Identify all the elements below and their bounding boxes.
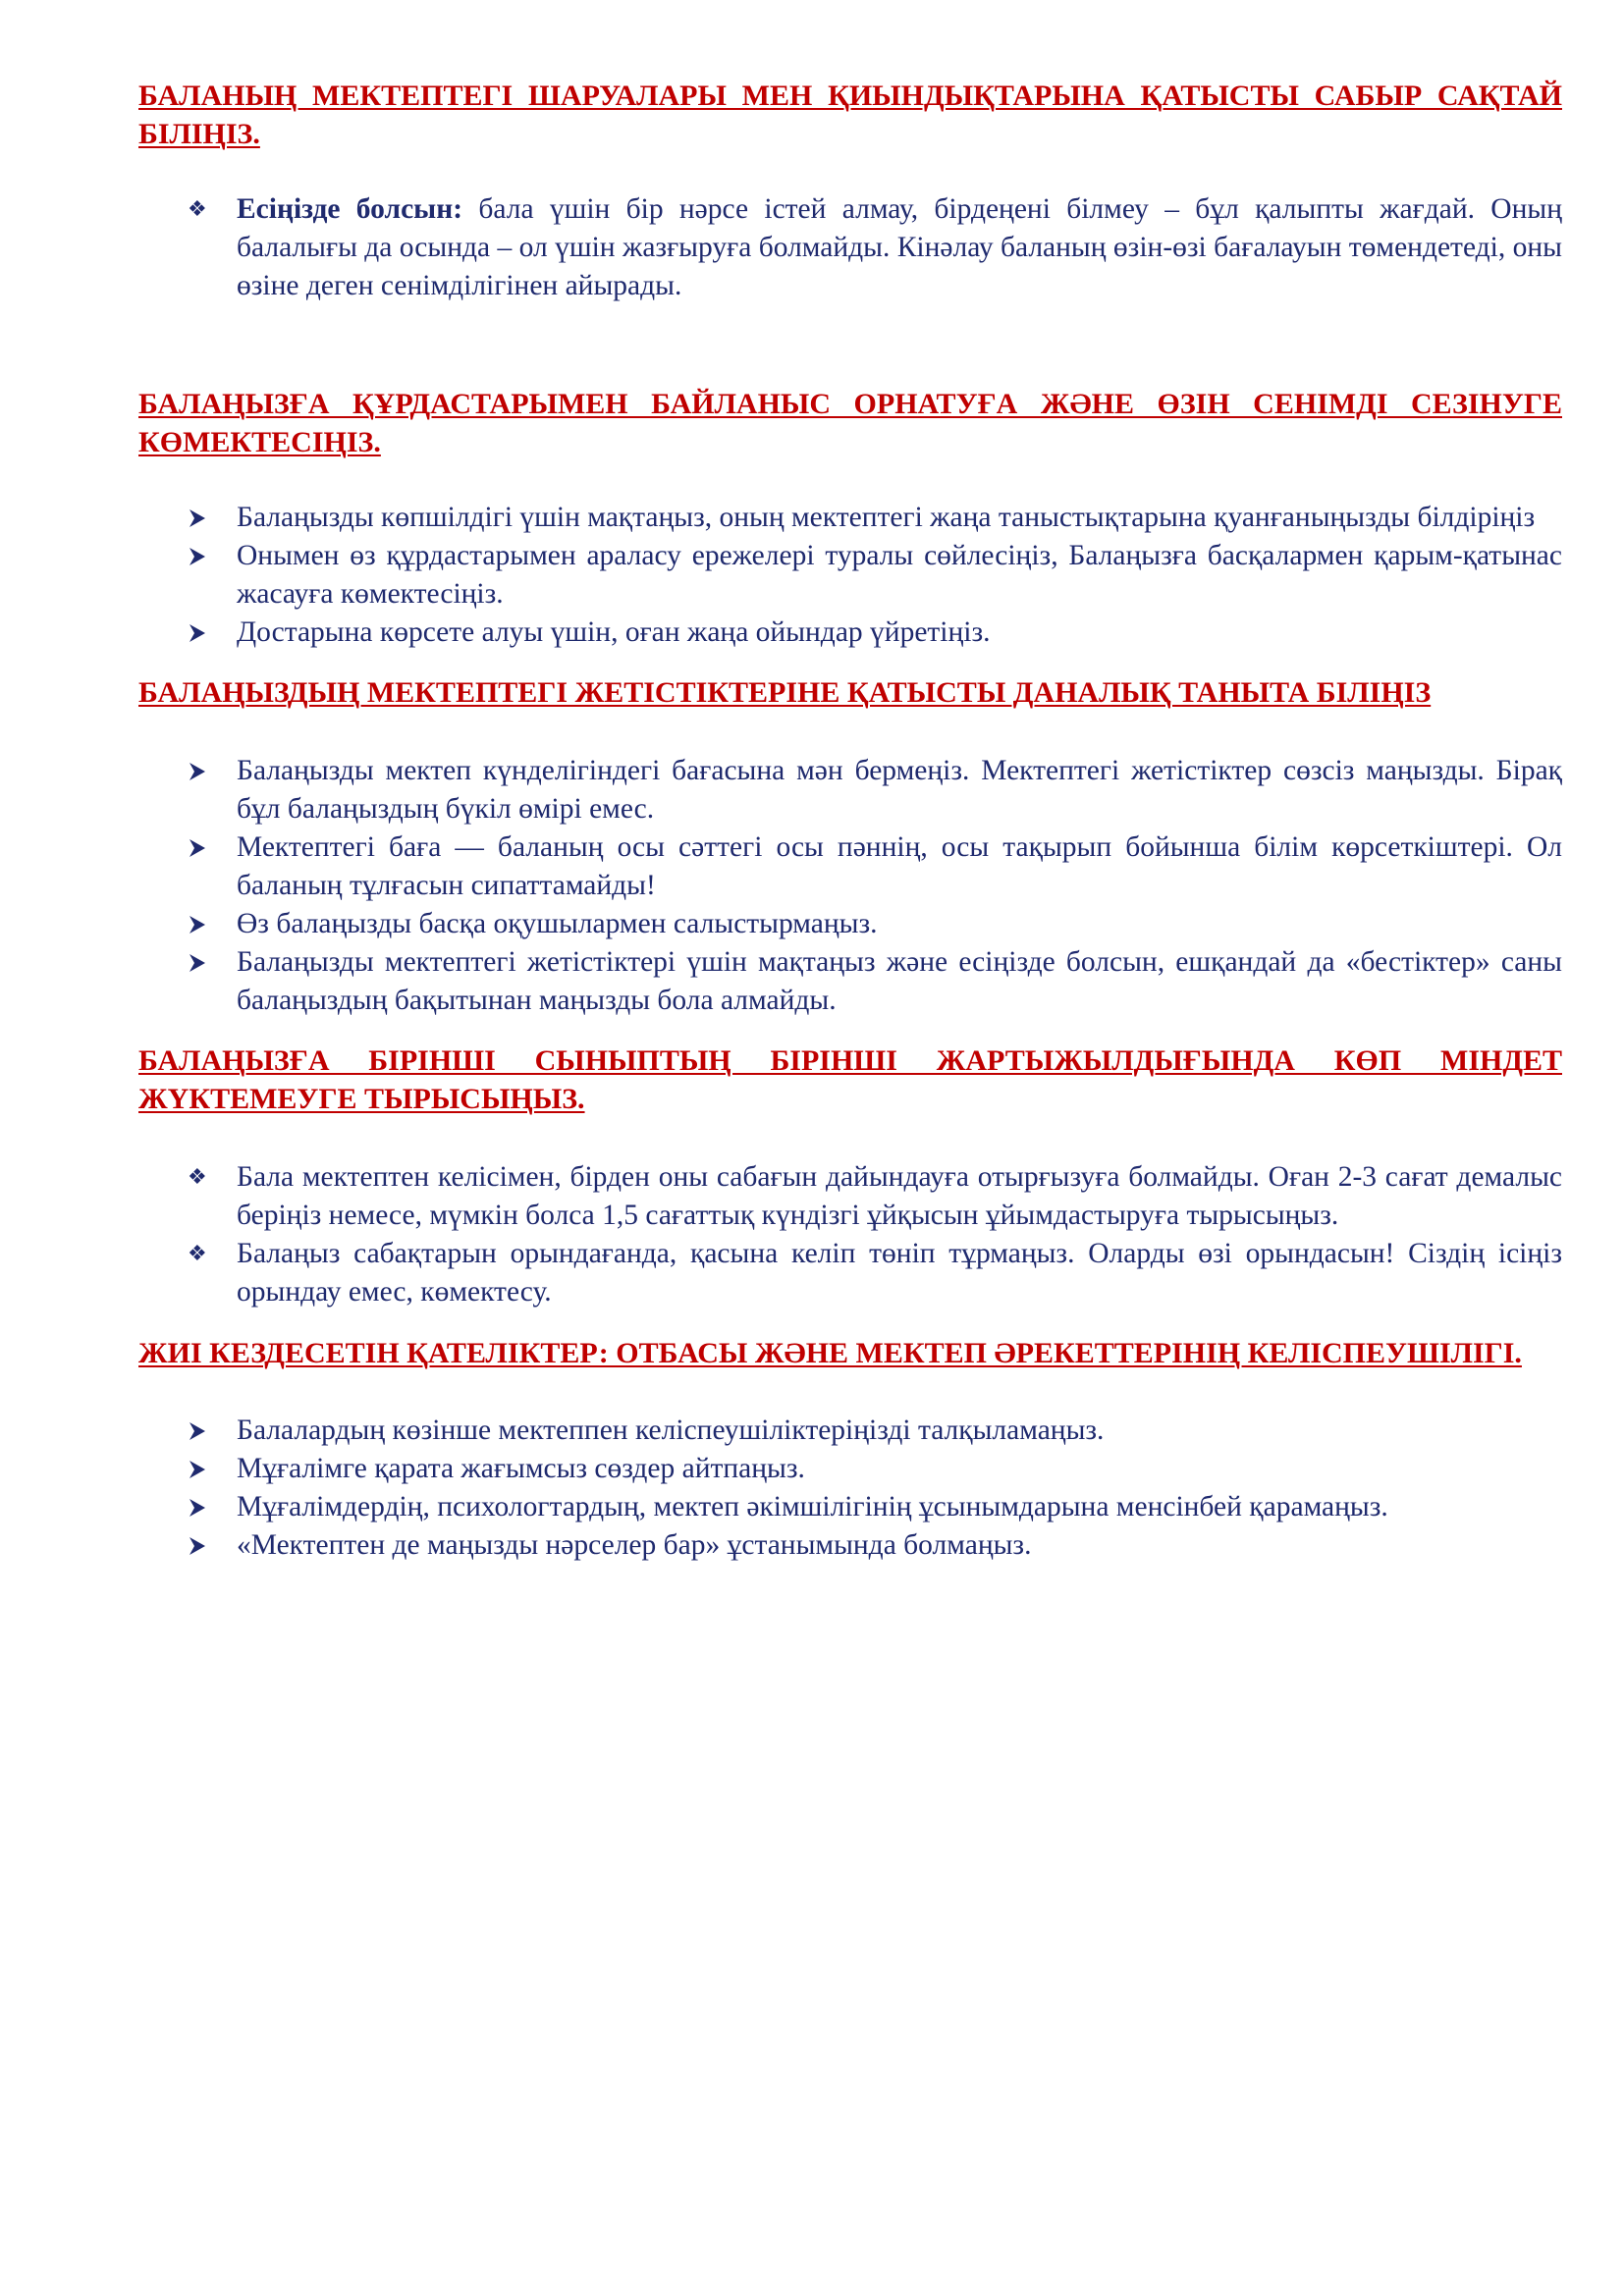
section-peers [138,385,1562,652]
list-item [138,537,1562,614]
arrow-bullet-icon [188,905,217,943]
diamond-bullet-icon: ❖ [188,197,207,222]
section-patience [138,77,1562,305]
item-text: Мұғалімдердің, психологтардың, мектеп әкімшілігінің ұсынымдарына менсінбей қарамаңыз. [237,1491,1388,1522]
item-lead: Есіңізде болсын: [237,193,463,225]
item-text: Мұғалімге қарата жағымсыз сөздер айтпаңыз. [237,1453,805,1484]
section-heading: ЖИІ КЕЗДЕСЕТІН ҚАТЕЛІКТЕР: ОТБАСЫ ЖӘНЕ МЕКТЕП ӘРЕКЕТТЕРІНІҢ КЕЛІСПЕУШІЛІГІ. [138,1337,1522,1369]
list-item [138,943,1562,1020]
bullet-list [138,1412,1562,1565]
section-heading: БАЛАҢЫЗҒА ҚҰРДАСТАРЫМЕН БАЙЛАНЫС ОРНАТУҒА ЖӘНЕ ӨЗІН СЕНІМДІ СЕЗІНУГЕ КӨМЕКТЕСІҢІЗ. [138,388,1562,458]
list-item [138,1450,1562,1488]
list-item [138,1526,1562,1565]
item-text: Мектептегі баға — баланың осы сәттегі осы пәннің, осы тақырып бойынша білім көрсеткіштері. Ол баланың тұлғасын сипаттамайды! [237,831,1562,901]
arrow-bullet-icon [188,1526,217,1565]
arrow-bullet-icon [188,752,217,790]
arrow-bullet-icon [188,1488,217,1526]
list-item [138,1158,1562,1235]
section-first-grade [138,1041,1562,1311]
arrow-bullet-icon [188,499,217,537]
bullet-list [138,1158,1562,1311]
item-text: Балалардың көзінше мектеппен келіспеушіліктеріңізді талқыламаңыз. [237,1415,1105,1446]
bullet-list [138,190,1562,305]
list-item [138,190,1562,305]
item-text: «Мектептен де маңызды нәрселер бар» ұстанымында болмаңыз. [237,1529,1032,1561]
item-text: Өз балаңызды басқа оқушылармен салыстырмаңыз. [237,908,878,939]
arrow-bullet-icon [188,1412,217,1450]
item-text: Бала мектептен келісімен, бірден оны сабағын дайындауға отырғызуға болмайды. Оған 2-3 сағат демалыс беріңіз немесе, мүмкін болса 1,5 сағаттық күндізгі ұйқысын ұйымдастыруға тырысыңыз. [237,1161,1562,1231]
list-item [138,1235,1562,1311]
arrow-bullet-icon [188,828,217,867]
list-item [138,752,1562,828]
bullet-list [138,752,1562,1020]
section-common-mistakes [138,1334,1562,1565]
bullet-list [138,499,1562,652]
diamond-bullet-icon: ❖ [188,1242,207,1266]
list-item [138,1488,1562,1526]
item-text: Балаңызды көпшілдігі үшін мақтаңыз, оның мектептегі жаңа таныстықтарына қуанғаныңызды білдіріңіз [237,502,1536,533]
arrow-bullet-icon [188,614,217,652]
list-item [138,1412,1562,1450]
item-text: Балаңызды мектеп күнделігіндегі бағасына мән бермеңіз. Мектептегі жетістіктер сөзсіз маңызды. Бірақ бұл балаңыздың бүкіл өмірі емес. [237,755,1562,825]
item-text: Достарына көрсете алуы үшін, оған жаңа ойындар үйретіңіз. [237,616,991,648]
item-text: бала үшін бір нәрсе істей алмау, бірдеңені білмеу – бұл қалыпты жағдай. Оның балалығы да осында – ол үшін жазғыруға болмайды. Кінәлау баланың өзін-өзі бағалауын төмендетеді, оны өзіне деген сенімділігінен айырады. [237,193,1562,301]
document-page [138,77,1562,1565]
arrow-bullet-icon [188,1450,217,1488]
arrow-bullet-icon [188,537,217,575]
list-item [138,614,1562,652]
item-text: Онымен өз құрдастарымен араласу ережелері туралы сөйлесіңіз, Балаңызға басқалармен қарым-қатынас жасауға көмектесіңіз. [237,540,1562,610]
list-item [138,828,1562,905]
section-heading: БАЛАНЫҢ МЕКТЕПТЕГІ ШАРУАЛАРЫ МЕН ҚИЫНДЫҚТАРЫНА ҚАТЫСТЫ САБЫР САҚТАЙ БІЛІҢІЗ. [138,80,1562,150]
section-heading: БАЛАҢЫЗДЫҢ МЕКТЕПТЕГІ ЖЕТІСТІКТЕРІНЕ ҚАТЫСТЫ ДАНАЛЫҚ ТАНЫТА БІЛІҢІЗ [138,676,1432,709]
section-heading: БАЛАҢЫЗҒА БІРІНШІ СЫНЫПТЫҢ БІРІНШІ ЖАРТЫЖЫЛДЫҒЫНДА КӨП МІНДЕТ ЖҮКТЕМЕУГЕ ТЫРЫСЫҢЫЗ. [138,1044,1562,1115]
item-text: Балаңызды мектептегі жетістіктері үшін мақтаңыз және есіңізде болсын, ешқандай да «бестіктер» саны балаңыздың бақытынан маңызды бола алмайды. [237,946,1562,1016]
list-item [138,499,1562,537]
arrow-bullet-icon [188,943,217,982]
item-text: Балаңыз сабақтарын орындағанда, қасына келіп төніп тұрмаңыз. Оларды өзі орындасын! Сіздің ісіңіз орындау емес, көмектесу. [237,1238,1562,1308]
section-achievements [138,673,1562,1020]
diamond-bullet-icon: ❖ [188,1165,207,1190]
list-item [138,905,1562,943]
